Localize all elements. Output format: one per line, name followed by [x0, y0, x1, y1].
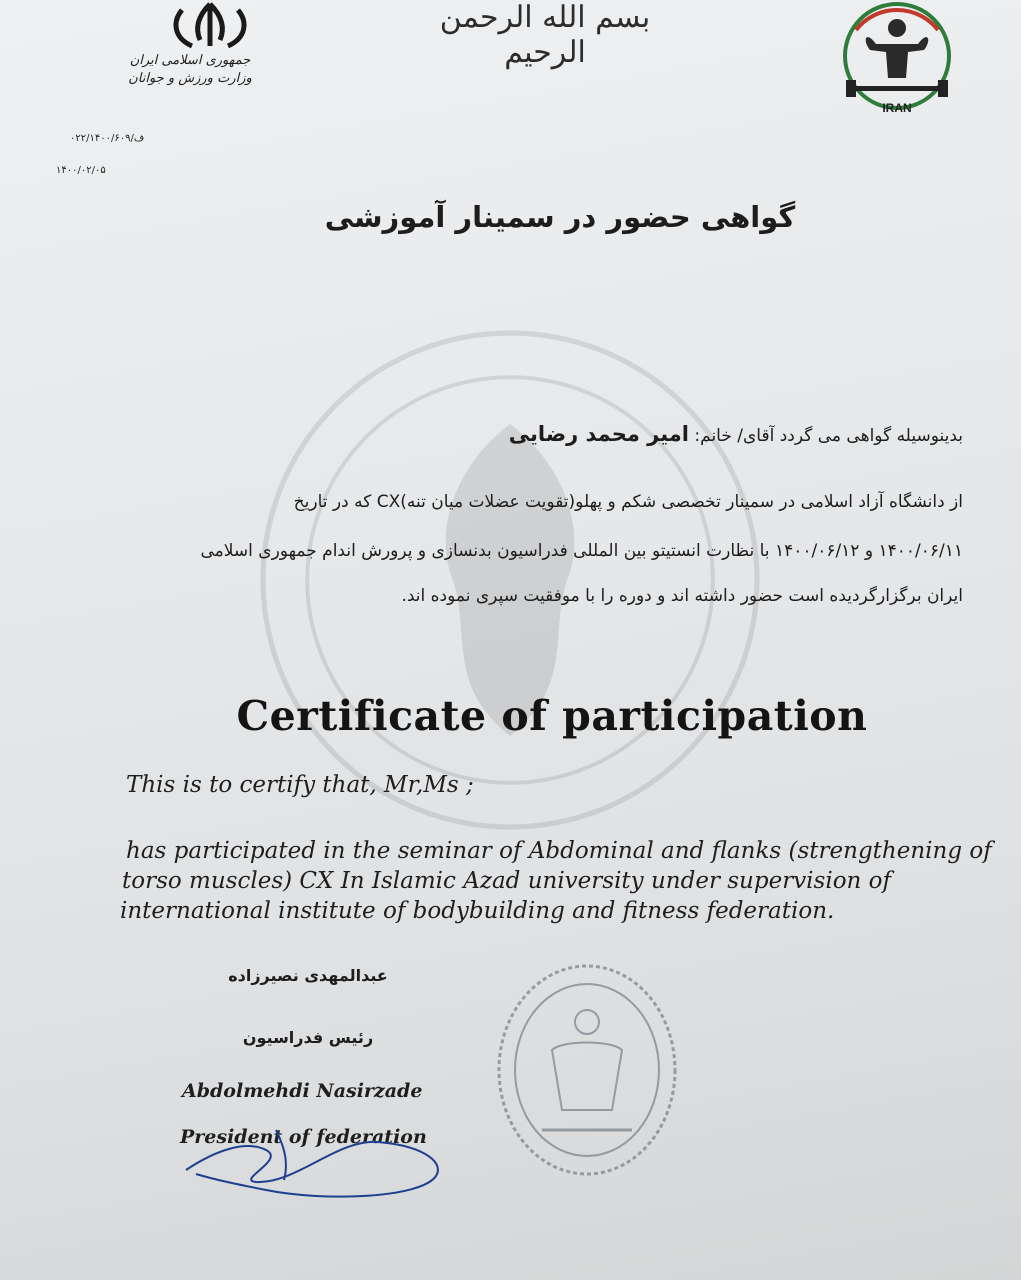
- persian-certify-prefix: بدینوسیله گواهی می گردد آقای/ خانم:: [694, 426, 963, 446]
- reference-date: ۱۴۰۰/۰۲/۰۵: [56, 165, 106, 176]
- english-body-line1: has participated in the seminar of Abdominal and flanks (strengthening of: [126, 838, 992, 864]
- ministry-line2: وزارت ورزش و جوانان: [128, 71, 252, 86]
- signatory-name-persian: عبدالمهدی نصیرزاده: [228, 966, 388, 985]
- ministry-line1: جمهوری اسلامی ایران: [129, 53, 251, 68]
- persian-body-line2: ۱۴۰۰/۰۶/۱۱ و ۱۴۰۰/۰۶/۱۲ با نظارت انستیتو بین المللی فدراسیون بدنسازی و پرورش اندام جمهوری اسلامی: [200, 541, 963, 561]
- persian-body-line1: از دانشگاه آزاد اسلامی در سمینار تخصصی شکم و پهلو(تقویت عضلات میان تنه)CX که در تاریخ: [293, 492, 963, 512]
- english-body-line2: torso muscles) CX In Islamic Azad university under supervision of: [122, 868, 892, 894]
- english-certificate-title: Certificate of participation: [236, 692, 868, 740]
- signatory-role-persian: رئیس فدراسیون: [242, 1028, 374, 1047]
- english-certify-line: This is to certify that, Mr,Ms ;: [126, 772, 474, 798]
- english-body-line3: international institute of bodybuilding and fitness federation.: [120, 898, 835, 924]
- iran-emblem-icon: [160, 0, 260, 50]
- ministry-name: [120, 52, 260, 88]
- federation-stamp: [492, 960, 682, 1180]
- persian-certify-line: [509, 422, 963, 446]
- federation-logo-icon: [826, 0, 968, 118]
- federation-watermark-seal: [250, 320, 770, 840]
- handwritten-signature: [176, 1110, 466, 1210]
- signatory-role-english: President of federation: [180, 1126, 427, 1148]
- persian-certificate-title: گواهی حضور در سمینار آموزشی: [324, 200, 796, 234]
- signatory-name-english: Abdolmehdi Nasirzade: [182, 1080, 423, 1102]
- basmala-calligraphy: بسم الله الرحمن الرحیم: [439, 0, 651, 70]
- reference-number: ۰۲۲/۱۴۰۰/ف/۶۰۹: [70, 133, 145, 144]
- persian-body-line3: ایران برگزارگردیده است حضور داشته اند و دوره را با موفقیت سپری نموده اند.: [401, 586, 963, 606]
- recipient-name: امیر محمد رضایی: [508, 422, 689, 446]
- logo-text: IRAN: [882, 101, 912, 115]
